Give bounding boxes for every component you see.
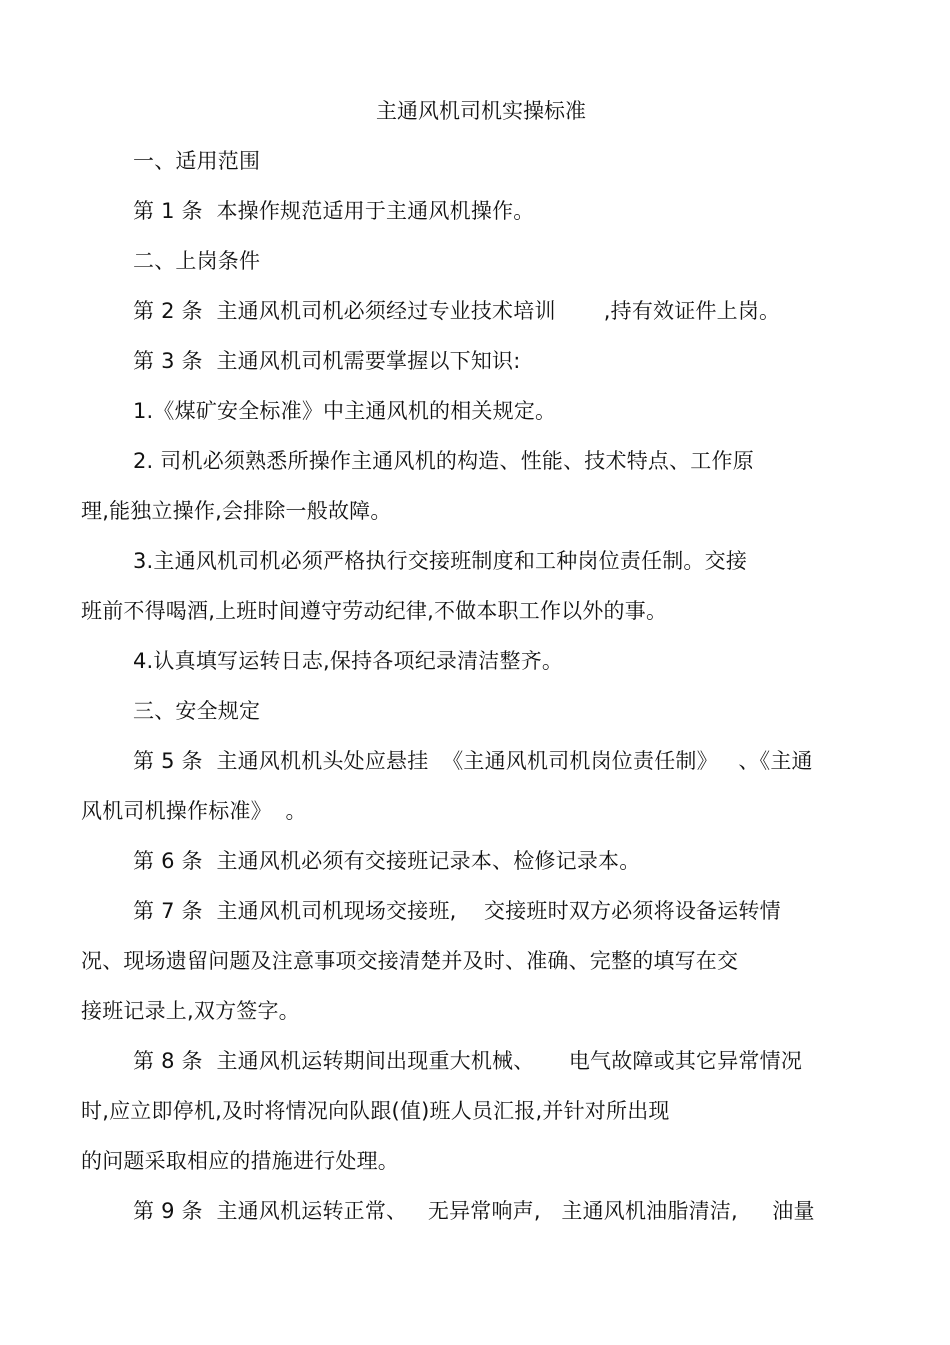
article-7-line-3: 接班记录上,双方签字。 xyxy=(81,999,300,1023)
article-3: 第 3 条 主通风机司机需要掌握以下知识: xyxy=(133,349,521,373)
knowledge-item-4: 4.认真填写运转日志,保持各项纪录清洁整齐。 xyxy=(133,649,564,673)
article-7-line-1: 第 7 条 主通风机司机现场交接班, 交接班时双方必须将设备运转情 xyxy=(133,899,781,923)
section-heading-scope: 一、适用范围 xyxy=(133,149,261,173)
article-7-line-2: 况、现场遗留问题及注意事项交接清楚并及时、准确、完整的填写在交 xyxy=(81,949,739,973)
knowledge-item-1: 1.《煤矿安全标准》中主通风机的相关规定。 xyxy=(133,399,557,423)
section-heading-safety: 三、安全规定 xyxy=(133,699,261,723)
article-8-line-1: 第 8 条 主通风机运转期间出现重大机械、 电气故障或其它异常情况 xyxy=(133,1049,803,1073)
knowledge-item-3-line-2: 班前不得喝酒,上班时间遵守劳动纪律,不做本职工作以外的事。 xyxy=(81,599,668,623)
article-8-line-2: 时,应立即停机,及时将情况向队跟(值)班人员汇报,并针对所出现 xyxy=(81,1099,670,1123)
knowledge-item-2-line-1: 2. 司机必须熟悉所操作主通风机的构造、性能、技术特点、工作原 xyxy=(133,449,754,473)
document-title: 主通风机司机实操标准 xyxy=(376,99,586,123)
article-6: 第 6 条 主通风机必须有交接班记录本、检修记录本。 xyxy=(133,849,641,873)
knowledge-item-2-line-2: 理,能独立操作,会排除一般故障。 xyxy=(81,499,392,523)
section-heading-conditions: 二、上岗条件 xyxy=(133,249,261,273)
article-1: 第 1 条 本操作规范适用于主通风机操作。 xyxy=(133,199,535,223)
article-2: 第 2 条 主通风机司机必须经过专业技术培训 ,持有效证件上岗。 xyxy=(133,299,781,323)
article-5-line-1: 第 5 条 主通风机机头处应悬挂 《主通风机司机岗位责任制》 、《主通 xyxy=(133,749,813,773)
article-8-line-3: 的问题采取相应的措施进行处理。 xyxy=(81,1149,399,1173)
article-5-line-2: 风机司机操作标准》 。 xyxy=(81,799,307,823)
knowledge-item-3-line-1: 3.主通风机司机必须严格执行交接班制度和工种岗位责任制。交接 xyxy=(133,549,748,573)
article-9-line-1: 第 9 条 主通风机运转正常、 无异常响声, 主通风机油脂清洁, 油量 xyxy=(133,1199,815,1223)
